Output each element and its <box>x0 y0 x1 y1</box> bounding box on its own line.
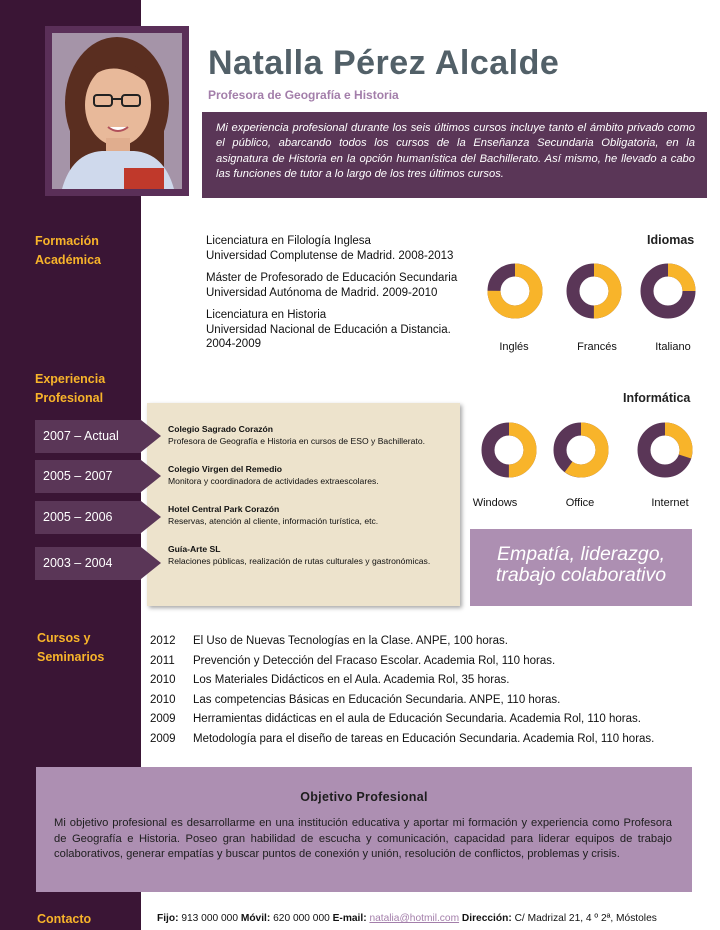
education-degree: Máster de Profesorado de Educación Secundaria <box>206 272 458 284</box>
course-text: Prevención y Detección del Fracaso Escolar. Academia Rol, 110 horas. <box>193 654 556 667</box>
candidate-name: Natalla Pérez Alcalde <box>208 44 560 82</box>
course-row <box>150 691 654 711</box>
section-label-line: Experiencia <box>35 372 106 386</box>
soft-skills-box <box>470 529 692 606</box>
section-label-line: Profesional <box>35 391 104 405</box>
experience-entry <box>168 543 440 567</box>
courses-list <box>150 632 654 749</box>
course-year: 2012 <box>150 635 176 647</box>
objective-box <box>36 767 692 892</box>
experience-date-tag: 2007 – Actual <box>35 420 141 453</box>
objective-text: Mi objetivo profesional es desarrollarme en una institución educativa y aportar mi formación y experiencia como Profesora de Geografía e Historia. Poseo gran habilidad de escucha y comunicación, capacidad para liderar equipos de trabajo colaborativos, generar empatías y buscar puntos de conexión y unión, resolución de conflictos, problemas y crisis. <box>54 817 672 860</box>
course-text: Las competencias Básicas en Educación Secundaria. ANPE, 110 horas. <box>193 693 561 706</box>
section-label-line: Formación <box>35 234 99 248</box>
computing-label: Office <box>565 497 595 509</box>
address-value: C/ Madrizal 21, 4 º 2ª, Móstoles <box>514 913 657 924</box>
course-row <box>150 671 654 691</box>
mobile-label: Móvil: <box>240 913 271 924</box>
languages-heading: Idiomas <box>647 233 695 247</box>
email-label: E-mail: <box>332 913 367 924</box>
education-degree: Licenciatura en Filología Inglesa <box>206 235 371 247</box>
donut-chart-frances <box>565 262 623 320</box>
course-text: El Uso de Nuevas Tecnologías en la Clase. ANPE, 100 horas. <box>193 635 508 647</box>
course-text: Metodología para el diseño de tareas en Educación Secundaria. Academia Rol, 110 horas. <box>193 732 655 745</box>
education-list <box>206 234 476 360</box>
experience-entry <box>168 463 440 487</box>
section-label-education <box>35 232 101 270</box>
education-years: 2004-2009 <box>206 338 261 350</box>
education-degree: Licenciatura en Historia <box>206 309 327 321</box>
portrait-illustration <box>52 33 182 189</box>
phone-label: Fijo: <box>157 913 179 924</box>
experience-desc: Profesora de Geografía e Historia en cursos de ESO y Bachillerato. <box>168 436 425 446</box>
education-item <box>206 308 476 352</box>
course-text: Los Materiales Didácticos en el Aula. Academia Rol, 35 horas. <box>193 674 510 686</box>
course-row <box>150 632 654 652</box>
computing-label: Windows <box>472 497 518 509</box>
experience-date-tag: 2005 – 2007 <box>35 460 141 493</box>
course-year: 2010 <box>150 674 176 686</box>
section-label-experience <box>35 370 105 408</box>
course-text: Herramientas didácticas en el aula de Educación Secundaria. Academia Rol, 110 horas. <box>193 713 641 725</box>
objective-title: Objetivo Profesional <box>300 790 428 804</box>
phone-value: 913 000 000 <box>181 913 238 924</box>
soft-skills-line: trabajo colaborativo <box>495 564 667 586</box>
profile-photo <box>52 33 182 189</box>
experience-org: Hotel Central Park Corazón <box>168 504 280 514</box>
course-row <box>150 652 654 672</box>
donut-chart-internet <box>636 421 694 479</box>
profile-summary: Mi experiencia profesional durante los seis últimos cursos incluye tanto el ámbito privado como el público, abarcando todos los cursos de la Enseñanza Secundaria Obligatoria, en la asignatura de Historia en la opción humanística del Bachillerato. Así mismo, he llevado a cabo las funciones de tutor a lo largo de los tres últimos cursos. <box>202 112 707 198</box>
course-year: 2009 <box>150 732 176 745</box>
date-tag-arrow <box>141 420 161 452</box>
date-tag-arrow <box>141 547 161 579</box>
experience-org: Guía-Arte SL <box>168 544 221 554</box>
date-tag-arrow <box>141 501 161 533</box>
experience-desc: Relaciones públicas, realización de rutas culturales y gastronómicas. <box>168 556 431 566</box>
contact-line <box>157 913 657 924</box>
course-row <box>150 730 654 750</box>
donut-chart-office <box>552 421 610 479</box>
experience-entry <box>168 423 440 447</box>
education-item <box>206 234 476 263</box>
donut-chart-windows <box>480 421 538 479</box>
course-year: 2009 <box>150 713 176 725</box>
course-year: 2011 <box>150 654 175 667</box>
address-label: Dirección: <box>461 913 512 924</box>
language-label: Inglés <box>499 341 529 353</box>
section-label-courses <box>37 629 104 667</box>
language-label: Francés <box>577 341 617 353</box>
profile-photo-frame <box>45 26 189 196</box>
experience-box <box>147 403 460 606</box>
education-institution: Universidad Autónoma de Madrid. 2009-2010 <box>206 286 438 299</box>
computing-heading: Informática <box>623 391 691 405</box>
experience-date-tag: 2005 – 2006 <box>35 501 141 534</box>
education-institution: Universidad Complutense de Madrid. 2008-2013 <box>206 249 454 262</box>
experience-org: Colegio Sagrado Corazón <box>168 424 274 434</box>
course-row <box>150 710 654 730</box>
language-label: Italiano <box>655 341 691 353</box>
date-tag-arrow <box>141 460 161 492</box>
section-label-line: Cursos y <box>37 631 91 645</box>
experience-desc: Reservas, atención al cliente, información turística, etc. <box>168 516 379 526</box>
course-year: 2010 <box>150 693 176 706</box>
section-label-line: Seminarios <box>37 650 105 664</box>
section-label-contact: Contacto <box>37 912 92 926</box>
education-institution: Universidad Nacional de Educación a Distancia. <box>206 323 451 336</box>
education-item <box>206 271 476 300</box>
donut-chart-ingles <box>486 262 544 320</box>
mobile-value: 620 000 000 <box>273 913 330 924</box>
soft-skills-line: Empatía, liderazgo, <box>496 543 665 565</box>
email-link[interactable]: natalia@hotmil.com <box>369 913 460 924</box>
experience-org: Colegio Virgen del Remedio <box>168 464 282 474</box>
experience-entry <box>168 503 440 527</box>
experience-date-tag: 2003 – 2004 <box>35 547 141 580</box>
experience-desc: Monitora y coordinadora de actividades extraescolares. <box>168 476 379 486</box>
computing-label: Internet <box>651 497 689 509</box>
job-title: Profesora de Geografía e Historia <box>208 88 399 102</box>
section-label-line: Académica <box>35 253 102 267</box>
donut-chart-italiano <box>639 262 697 320</box>
